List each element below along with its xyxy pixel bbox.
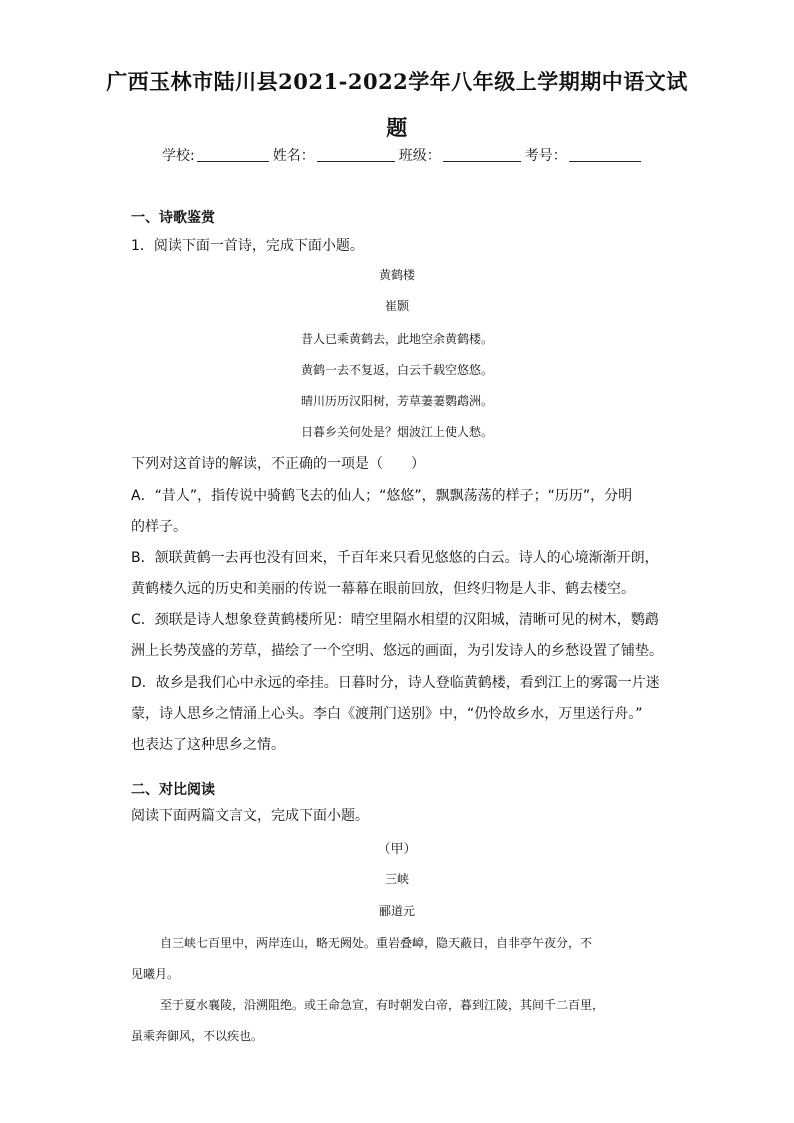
option-d-line-3: 也表达了这种思乡之情。 [131, 737, 285, 753]
student-info-row [162, 145, 645, 165]
section-heading-comparative: 二、对比阅读 [131, 782, 215, 798]
option-b-line-1: B．颔联黄鹤一去再也没有回来，千百年来只看见悠悠的白云。诗人的心境渐渐开朗， [131, 550, 659, 566]
essay-title: 三峡 [384, 872, 409, 886]
section-2-intro: 阅读下面两篇文言文，完成下面小题。 [131, 808, 369, 824]
poem-line: 晴川历历汉阳树，芳草萋萋鹦鹉洲。 [300, 394, 493, 408]
question-1-stem: 1．阅读下面一首诗，完成下面小题。 [131, 238, 364, 254]
class-label: 班级： [398, 148, 441, 164]
exam-no-label: 考号： [524, 148, 567, 164]
poem-line: 黄鹤一去不复返，白云千载空悠悠。 [300, 363, 493, 377]
option-b-line-2: 黄鹤楼久远的历史和美丽的传说一幕幕在眼前回放，但终归物是人非、鹤去楼空。 [131, 581, 635, 597]
essay-paragraph-line: 见曦月。 [131, 967, 180, 981]
name-blank[interactable] [317, 147, 395, 162]
essay-author: 郦道元 [378, 904, 415, 918]
question-prompt: 下列对这首诗的解读，不正确的一项是（ ） [131, 456, 425, 472]
school-blank[interactable] [197, 147, 269, 162]
option-d-line-1: D．故乡是我们心中永远的牵挂。日暮时分，诗人登临黄鹤楼，看到江上的雾霭一片迷 [131, 675, 660, 691]
poem-title: 黄鹤楼 [378, 268, 415, 282]
poem-line: 昔人已乘黄鹤去，此地空余黄鹤楼。 [300, 332, 493, 346]
poem-author: 崔颢 [384, 299, 409, 313]
essay-paragraph-line: 自三峡七百里中，两岸连山，略无阙处。重岩叠嶂，隐天蔽日，自非亭午夜分，不 [160, 936, 593, 950]
section-heading-poetry: 一、诗歌鉴赏 [131, 210, 215, 226]
option-c-line-2: 洲上长势茂盛的芳草，描绘了一个空明、悠远的画面，为引发诗人的乡愁设置了铺垫。 [131, 643, 663, 659]
option-c-line-1: C．颈联是诗人想象登黄鹤楼所见：晴空里隔水相望的汉阳城，清晰可见的树木，鹦鹉 [131, 612, 659, 628]
exam-no-blank[interactable] [569, 147, 641, 162]
option-a-line-2: 的样子。 [131, 519, 187, 535]
essay-paragraph-line: 至于夏水襄陵，沿溯阻绝。或王命急宣，有时朝发白帝，暮到江陵，其间千二百里， [160, 998, 605, 1012]
part-label: （甲） [377, 842, 417, 857]
option-a-line-1: A．“昔人”，指传说中骑鹤飞去的仙人；“悠悠”，飘飘荡荡的样子；“历历”，分明 [131, 488, 633, 504]
poem-line: 日暮乡关何处是？烟波江上使人愁。 [300, 425, 493, 439]
page-title-continued: 题 [386, 115, 408, 140]
school-label: 学校: [162, 148, 195, 164]
option-d-line-2: 蒙，诗人思乡之情涌上心头。李白《渡荆门送别》中，“仍怜故乡水，万里送行舟。” [131, 706, 643, 722]
page-title: 广西玉林市陆川县2021-2022学年八年级上学期期中语文试 [106, 69, 688, 94]
class-blank[interactable] [443, 147, 521, 162]
essay-paragraph-line: 虽乘奔御风，不以疾也。 [131, 1029, 264, 1043]
name-label: 姓名： [272, 148, 315, 164]
